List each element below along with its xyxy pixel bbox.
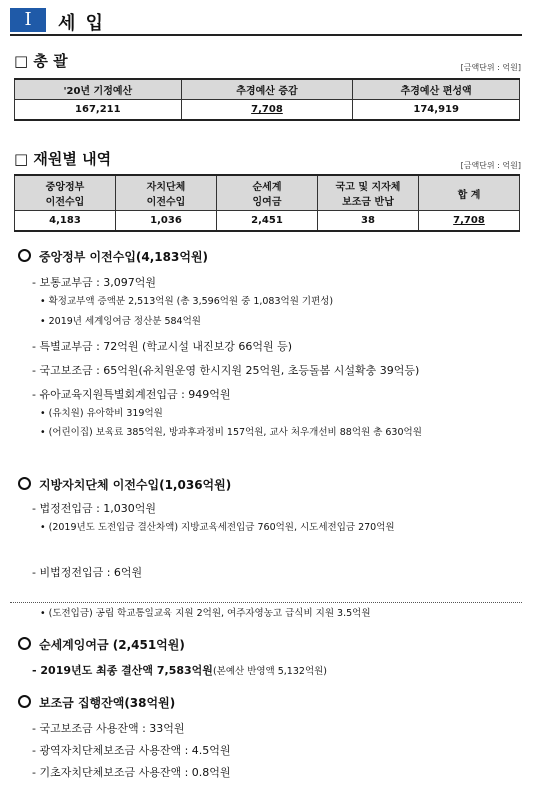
breakdown-unit: [금액단위 : 억원] <box>460 161 521 170</box>
table-cell: 4,183 <box>15 211 116 232</box>
central-item: - 국고보조금 : 65억원(유치원운영 한시지원 25억원, 초등돌봄 시설확충 39억등) <box>32 364 420 377</box>
surplus-heading: 순세계잉여금 (2,451억원) <box>18 636 185 653</box>
local-heading: 지방자치단체 이전수입(1,036억원) <box>18 476 231 493</box>
central-item: - 보통교부금 : 3,097억원 <box>32 276 157 289</box>
dotted-divider <box>10 602 522 603</box>
central-heading: 중앙정부 이전수입(4,183억원) <box>18 248 208 265</box>
table-header: 추경예산 편성액 <box>353 79 520 100</box>
surplus-item: - 2019년도 최종 결산액 7,583억원(본예산 반영액 5,132억원) <box>32 664 328 677</box>
circle-bullet-icon <box>18 477 31 490</box>
circle-bullet-icon <box>18 249 31 262</box>
table-header: 순세계 잉여금 <box>217 175 318 211</box>
local-item: - 비법정전입금 : 6억원 <box>32 566 143 579</box>
subsidy-item: - 기초자치단체보조금 사용잔액 : 0.8억원 <box>32 766 231 779</box>
summary-title: □ 총 괄 <box>14 52 68 70</box>
subsidy-heading: 보조금 집행잔액(38억원) <box>18 694 175 711</box>
subsidy-item: - 광역자치단체보조금 사용잔액 : 4.5억원 <box>32 744 231 757</box>
local-item: - 법정전입금 : 1,030억원 <box>32 502 157 515</box>
table-cell: 167,211 <box>15 100 182 121</box>
table-cell: 174,919 <box>353 100 520 121</box>
subsidy-item: - 국고보조금 사용잔액 : 33억원 <box>32 722 185 735</box>
section-title: 세 입 <box>58 13 106 34</box>
summary-table <box>14 78 520 121</box>
central-item: - 유아교육지원특별회계전입금 : 949억원 <box>32 388 231 401</box>
local-detail: • (도전입금) 공립 학교통일교육 지원 2억원, 여주자영농고 급식비 지원 3.5억원 <box>40 608 371 619</box>
central-detail: • 2019년 세계잉여금 정산분 584억원 <box>40 316 201 327</box>
central-detail: • (어린이집) 보육료 385억원, 방과후과정비 157억원, 교사 처우개선비 88억원 총 630억원 <box>40 427 422 438</box>
central-item: - 특별교부금 : 72억원 (학교시설 내진보강 66억원 등) <box>32 340 292 353</box>
table-cell: 7,708 <box>419 211 520 232</box>
table-header-row <box>15 79 520 100</box>
table-header: 국고 및 지자체 보조금 반납 <box>318 175 419 211</box>
circle-bullet-icon <box>18 637 31 650</box>
table-header: 합 계 <box>419 175 520 211</box>
table-row <box>15 100 520 121</box>
table-cell: 7,708 <box>181 100 353 121</box>
table-header: 추경예산 증감 <box>181 79 353 100</box>
table-header: '20년 기정예산 <box>15 79 182 100</box>
table-header-row <box>15 175 520 211</box>
central-detail: • 확정교부액 증액분 2,513억원 (총 3,596억원 중 1,083억원 기편성) <box>40 296 334 307</box>
table-cell: 2,451 <box>217 211 318 232</box>
table-row <box>15 211 520 232</box>
central-detail: • (유치원) 유아학비 319억원 <box>40 408 163 419</box>
table-cell: 1,036 <box>116 211 217 232</box>
table-header: 중앙정부 이전수입 <box>15 175 116 211</box>
local-detail: • (2019년도 도전입금 결산차액) 지방교육세전입금 760억원, 시도세전입금 270억원 <box>40 522 395 533</box>
breakdown-title: □ 재원별 내역 <box>14 150 112 168</box>
table-header: 자치단체 이전수입 <box>116 175 217 211</box>
section-number: I <box>10 8 46 32</box>
summary-unit: [금액단위 : 억원] <box>460 63 521 72</box>
breakdown-table <box>14 174 520 232</box>
circle-bullet-icon <box>18 695 31 708</box>
section-header <box>10 8 522 36</box>
table-cell: 38 <box>318 211 419 232</box>
